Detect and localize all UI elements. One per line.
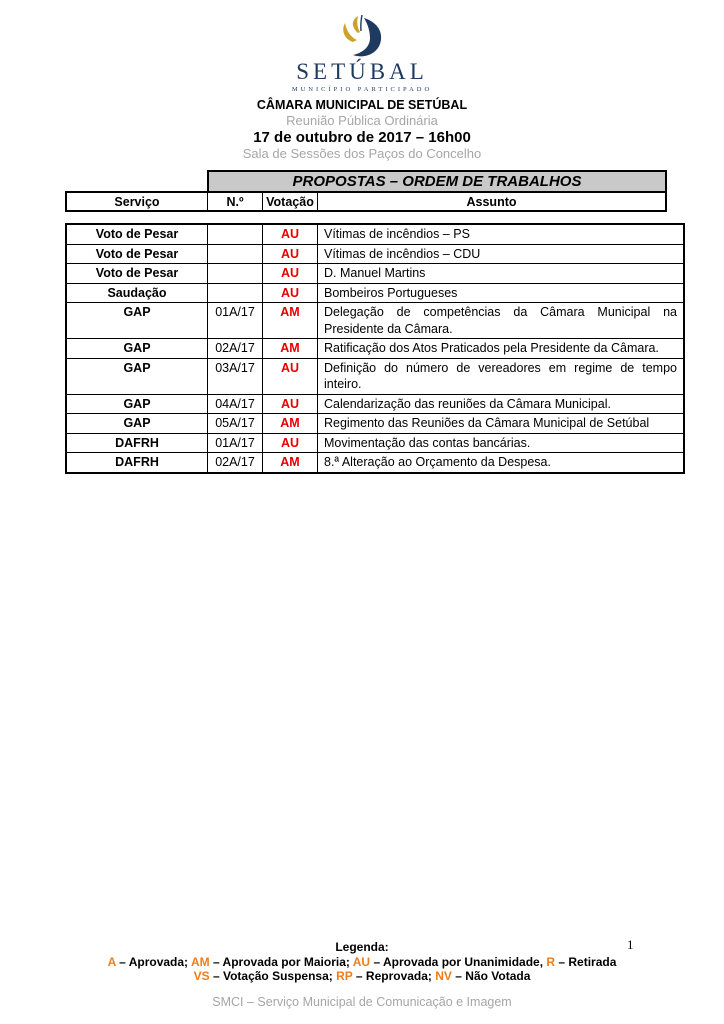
cell-votacao: AU [262,395,317,414]
cell-numero: 05A/17 [207,414,262,433]
cell-votacao: AU [262,359,317,394]
cell-votacao: AU [262,264,317,283]
legend-text: – Aprovada por Maioria; [209,954,353,969]
legend-code: R [546,954,556,969]
table-row [67,358,683,394]
cell-assunto: Ratificação dos Atos Praticados pela Presidente da Câmara. [317,339,683,358]
cell-servico: DAFRH [115,435,159,450]
cell-numero [207,264,262,283]
meeting-location: Sala de Sessões dos Paços do Concelho [242,146,482,161]
column-header-assunto: Assunto [317,193,665,210]
legend-title: Legenda: [335,940,389,954]
cell-votacao: AU [262,245,317,264]
cell-votacao: AM [262,414,317,433]
cell-assunto: Movimentação das contas bancárias. [317,434,683,453]
legend-text: – Aprovada; [115,954,191,969]
column-header-votacao: Votação [262,193,317,210]
column-header-numero: N.º [207,193,262,210]
cell-numero: 01A/17 [207,434,262,453]
legend-line [0,969,724,984]
cell-servico: Voto de Pesar [95,266,179,280]
legend-text: – Aprovada por Unanimidade, [370,954,547,969]
cell-votacao: AU [262,225,317,244]
plume-flourish-icon [335,14,389,60]
cell-votacao: AU [262,284,317,303]
smci-footer: SMCI – Serviço Municipal de Comunicação e Imagem [212,995,512,1009]
cell-assunto: Calendarização das reuniões da Câmara Municipal. [317,395,683,414]
legend-line [0,955,724,970]
cell-numero: 02A/17 [207,339,262,358]
table-row [67,302,683,338]
cell-servico: Voto de Pesar [95,246,179,261]
meeting-datetime: 17 de outubro de 2017 – 16h00 [253,129,471,146]
proposals-banner: PROPOSTAS – ORDEM DE TRABALHOS [207,170,667,191]
cell-assunto: Vítimas de incêndios – PS [317,225,683,244]
table-row [67,225,683,244]
cell-votacao: AM [262,303,317,338]
legend-text: – Retirada [555,954,617,969]
cell-numero [207,284,262,303]
table-row [67,338,683,358]
cell-servico: GAP [123,396,151,411]
cell-numero [207,225,262,244]
cell-assunto: Regimento das Reuniões da Câmara Municipal de Setúbal [317,414,683,433]
legend-lines [0,955,724,984]
legend-code: A [107,954,116,969]
cell-numero: 01A/17 [207,303,262,338]
cell-servico: GAP [123,360,151,375]
cell-assunto: Vítimas de incêndios – CDU [317,245,683,264]
logo-wordmark: SETÚBAL [296,59,428,84]
legend-code: AU [352,954,371,969]
cell-assunto: Bombeiros Portugueses [317,284,683,303]
cell-servico: Voto de Pesar [95,227,179,241]
cell-servico: Saudação [107,285,167,300]
meeting-type: Reunião Pública Ordinária [286,113,438,128]
proposals-table [65,223,685,474]
cell-numero: 03A/17 [207,359,262,394]
table-row [67,452,683,472]
cell-votacao: AM [262,339,317,358]
cell-servico: GAP [123,341,151,355]
legend-text: – Não Votada [451,969,531,983]
cell-servico: GAP [123,305,151,319]
table-row [67,394,683,414]
cell-votacao: AU [262,434,317,453]
legend-code: NV [435,969,452,983]
column-header-servico: Serviço [114,194,160,209]
table-row [67,433,683,453]
cell-numero: 04A/17 [207,395,262,414]
setubal-logo [0,14,724,93]
table-column-header-row [65,191,667,212]
table-row [67,283,683,303]
legend-text: – Votação Suspensa; [209,969,337,983]
cell-assunto: 8.ª Alteração ao Orçamento da Despesa. [317,453,683,472]
cell-assunto: Delegação de competências da Câmara Municipal na Presidente da Câmara. [317,303,683,338]
legend-code: RP [336,969,353,983]
cell-servico: GAP [123,416,151,430]
table-row [67,244,683,264]
cell-assunto: D. Manuel Martins [317,264,683,283]
cell-numero [207,245,262,264]
document-heading [0,97,724,162]
legend-text: – Reprovada; [352,969,436,983]
cell-votacao: AM [262,453,317,472]
organization-name: CÂMARA MUNICIPAL DE SETÚBAL [256,98,468,112]
legend-code: AM [190,954,210,969]
cell-numero: 02A/17 [207,453,262,472]
cell-servico: DAFRH [115,455,159,469]
page-number: 1 [627,937,634,952]
legend-code: VS [193,969,210,983]
legend [0,940,724,984]
table-row [67,413,683,433]
logo-tagline: MUNICÍPIO PARTICIPADO [291,86,433,93]
cell-assunto: Definição do número de vereadores em regime de tempo inteiro. [317,359,683,394]
table-row [67,263,683,283]
